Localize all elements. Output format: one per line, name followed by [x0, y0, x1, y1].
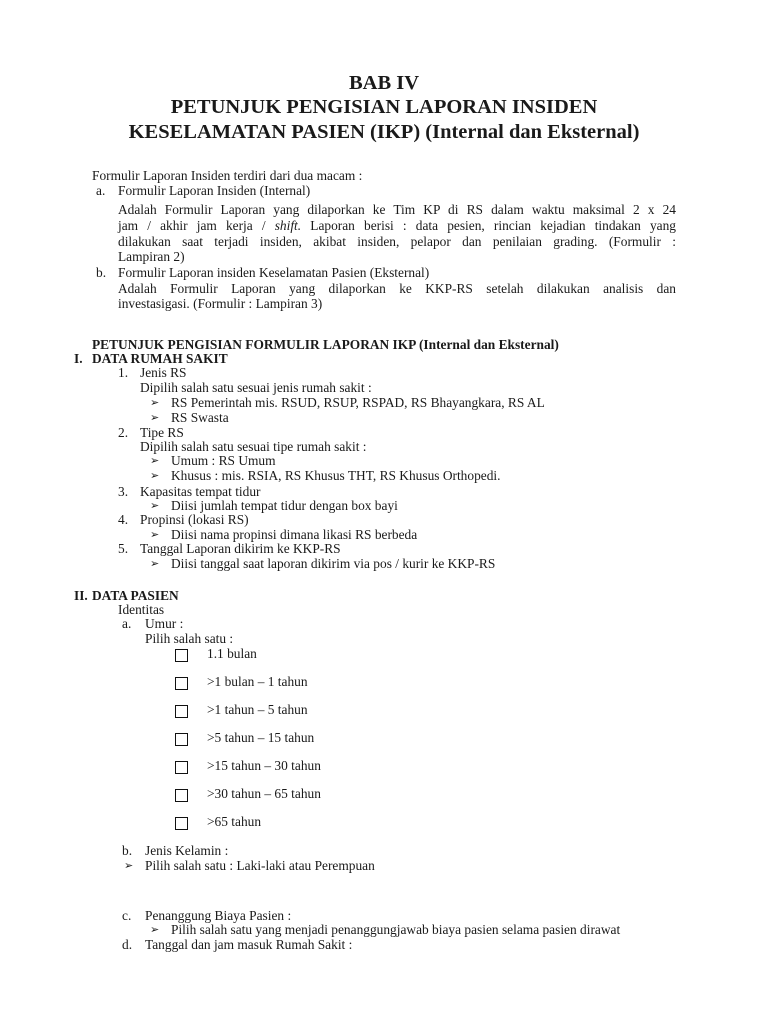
item-tanggal-laporan: Tanggal Laporan dikirim ke KKP-RS	[140, 541, 341, 556]
list-marker: b.	[96, 265, 107, 280]
arrow-bullet-icon: ➢	[124, 859, 134, 872]
bullet-text: Diisi jumlah tempat tidur dengan box bayi	[171, 498, 398, 513]
form-internal-heading: Formulir Laporan Insiden (Internal)	[118, 183, 311, 198]
intro-lead: Formulir Laporan Insiden terdiri dari dua macam :	[92, 168, 363, 183]
pick-one-label: Pilih salah satu :	[145, 631, 234, 646]
bullet-text: RS Pemerintah mis. RSUD, RSUP, RSPAD, RS Bhayangkara, RS AL	[171, 395, 545, 410]
age-option-label: 1.1 bulan	[207, 646, 257, 661]
age-option-label: >5 tahun – 15 tahun	[207, 730, 315, 745]
section-heading: PETUNJUK PENGISIAN FORMULIR LAPORAN IKP (Internal dan Eksternal)	[92, 337, 559, 352]
list-marker: a.	[96, 183, 106, 198]
form-internal-desc-line: Lampiran 2)	[118, 249, 185, 264]
arrow-bullet-icon: ➢	[150, 923, 160, 936]
bullet-text: Diisi nama propinsi dimana likasi RS berbeda	[171, 527, 418, 542]
age-option-label: >30 tahun – 65 tahun	[207, 786, 321, 801]
chapter-title: BAB IV	[348, 72, 420, 94]
age-option-label: >1 tahun – 5 tahun	[207, 702, 308, 717]
age-option-label: >65 tahun	[207, 814, 262, 829]
age-option-label: >1 bulan – 1 tahun	[207, 674, 308, 689]
item-number: 2.	[118, 425, 129, 440]
checkbox-icon[interactable]	[175, 677, 188, 690]
umur-label: Umur :	[145, 616, 184, 631]
bullet-text: Pilih salah satu : Laki-laki atau Perempuan	[145, 858, 375, 873]
checkbox-icon[interactable]	[175, 761, 188, 774]
arrow-bullet-icon: ➢	[150, 411, 160, 424]
tanggal-masuk-label: Tanggal dan jam masuk Rumah Sakit :	[145, 937, 353, 952]
checkbox-icon[interactable]	[175, 733, 188, 746]
identitas-label: Identitas	[118, 602, 165, 617]
checkbox-icon[interactable]	[175, 817, 188, 830]
checkbox-icon[interactable]	[175, 705, 188, 718]
checkbox-icon[interactable]	[175, 649, 188, 662]
arrow-bullet-icon: ➢	[150, 528, 160, 541]
shift-term: shift.	[274, 218, 302, 233]
arrow-bullet-icon: ➢	[150, 499, 160, 512]
item-propinsi: Propinsi (lokasi RS)	[140, 512, 249, 527]
section-title-data-rumah-sakit: DATA RUMAH SAKIT	[92, 351, 228, 366]
bullet-text: Umum : RS Umum	[171, 453, 276, 468]
form-external-desc-line: investasigasi. (Formulir : Lampiran 3)	[118, 296, 323, 311]
arrow-bullet-icon: ➢	[150, 557, 160, 570]
section-numeral: I.	[74, 351, 83, 366]
document-title-line-1: PETUNJUK PENGISIAN LAPORAN INSIDEN	[170, 96, 598, 118]
list-marker: d.	[122, 937, 133, 952]
item-tipe-rs: Tipe RS	[140, 425, 184, 440]
item-number: 3.	[118, 484, 129, 499]
item-jenis-rs: Jenis RS	[140, 365, 187, 380]
bullet-text: RS Swasta	[171, 410, 229, 425]
item-desc: Dipilih salah satu sesuai tipe rumah sakit :	[140, 439, 367, 454]
bullet-text: Diisi tanggal saat laporan dikirim via pos / kurir ke KKP-RS	[171, 556, 496, 571]
item-kapasitas: Kapasitas tempat tidur	[140, 484, 261, 499]
bullet-text: Khusus : mis. RSIA, RS Khusus THT, RS Khusus Orthopedi.	[171, 468, 501, 483]
age-option-label: >15 tahun – 30 tahun	[207, 758, 321, 773]
arrow-bullet-icon: ➢	[150, 469, 160, 482]
penanggung-biaya-label: Penanggung Biaya Pasien :	[145, 908, 292, 923]
form-internal-desc-line: jam / akhir jam kerja / shift. Laporan berisi : data pesien, rincian kejadian tindakan yang	[118, 218, 676, 233]
checkbox-icon[interactable]	[175, 789, 188, 802]
item-number: 4.	[118, 512, 129, 527]
arrow-bullet-icon: ➢	[150, 396, 160, 409]
list-marker: c.	[122, 908, 132, 923]
list-marker: b.	[122, 843, 133, 858]
item-number: 5.	[118, 541, 129, 556]
document-title-line-2: KESELAMATAN PASIEN (IKP) (Internal dan Eksternal)	[128, 121, 640, 143]
form-internal-desc-line: dilakukan saat terjadi insiden, akibat insiden, pelapor dan penilaian grading. (Formulir :	[118, 234, 676, 249]
section-numeral: II.	[74, 588, 88, 603]
arrow-bullet-icon: ➢	[150, 454, 160, 467]
jenis-kelamin-label: Jenis Kelamin :	[145, 843, 229, 858]
bullet-text: Pilih salah satu yang menjadi penanggungjawab biaya pasien selama pasien dirawat	[171, 922, 621, 937]
list-marker: a.	[122, 616, 132, 631]
item-desc: Dipilih salah satu sesuai jenis rumah sakit :	[140, 380, 372, 395]
section-title-data-pasien: DATA PASIEN	[92, 588, 179, 603]
form-external-desc-line: Adalah Formulir Laporan yang dilaporkan ke KKP-RS setelah dilakukan analisis dan	[118, 281, 676, 296]
item-number: 1.	[118, 365, 129, 380]
form-internal-desc-line: Adalah Formulir Laporan yang dilaporkan ke Tim KP di RS dalam waktu maksimal 2 x 24	[118, 202, 676, 217]
form-external-heading: Formulir Laporan insiden Keselamatan Pasien (Eksternal)	[118, 265, 430, 280]
